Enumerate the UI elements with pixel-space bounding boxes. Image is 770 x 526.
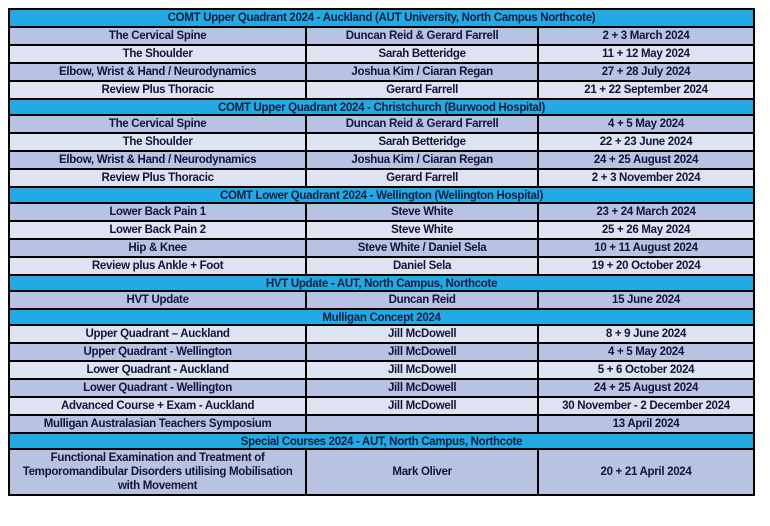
course-schedule-table: [8, 8, 755, 496]
table-row: [10, 238, 753, 256]
course-cell: Advanced Course + Exam - Auckland: [10, 398, 307, 414]
course-cell: Upper Quadrant – Auckland: [10, 326, 307, 342]
dates-cell: 13 April 2024: [612, 418, 680, 430]
section-header: Special Courses 2024 - AUT, North Campus, Northcote: [10, 432, 753, 448]
presenter-cell: Duncan Reid & Gerard Farrell: [307, 116, 539, 132]
presenter-cell: Steve White: [307, 204, 539, 220]
dates-cell: 5 + 6 October 2024: [597, 364, 695, 376]
schedule-section: [10, 10, 753, 98]
course-cell: Lower Back Pain 2: [10, 222, 307, 238]
presenter-cell: Daniel Sela: [307, 258, 539, 274]
presenter-cell: Mark Oliver: [307, 450, 539, 494]
table-row: [10, 396, 753, 414]
course-cell: The Shoulder: [10, 46, 307, 62]
course-cell: HVT Update: [10, 292, 307, 308]
dates-cell: 21 + 22 September 2024: [584, 84, 708, 96]
course-cell: Lower Quadrant - Wellington: [10, 380, 307, 396]
dates-cell: 4 + 5 May 2024: [607, 118, 684, 130]
course-cell: Lower Back Pain 1: [10, 204, 307, 220]
table-row: [10, 150, 753, 168]
course-cell: Elbow, Wrist & Hand / Neurodynamics: [10, 64, 307, 80]
dates-cell: 15 June 2024: [611, 294, 680, 306]
table-row: [10, 220, 753, 238]
table-row: [10, 26, 753, 44]
section-header: COMT Upper Quadrant 2024 - Auckland (AUT University, North Campus Northcote): [10, 10, 753, 26]
table-row: [10, 290, 753, 308]
dates-cell: 4 + 5 May 2024: [607, 346, 684, 358]
course-cell: Review Plus Thoracic: [10, 170, 307, 186]
course-cell: The Cervical Spine: [10, 116, 307, 132]
table-row: [10, 202, 753, 220]
dates-cell: 8 + 9 June 2024: [605, 328, 687, 340]
presenter-cell: Jill McDowell: [307, 326, 539, 342]
dates-cell: 2 + 3 November 2024: [591, 172, 701, 184]
schedule-section: [10, 274, 753, 308]
section-header: COMT Lower Quadrant 2024 - Wellington (Wellington Hospital): [10, 186, 753, 202]
dates-cell: 27 + 28 July 2024: [601, 66, 691, 78]
course-cell: The Shoulder: [10, 134, 307, 150]
presenter-cell: [307, 416, 539, 432]
dates-cell: 11 + 12 May 2024: [602, 48, 690, 60]
section-header: COMT Upper Quadrant 2024 - Christchurch (Burwood Hospital): [10, 98, 753, 114]
table-row: [10, 168, 753, 186]
table-row: [10, 414, 753, 432]
table-row: [10, 256, 753, 274]
dates-cell: 20 + 21 April 2024: [600, 466, 692, 478]
dates-cell: 19 + 20 October 2024: [591, 260, 701, 272]
course-cell: Functional Examination and Treatment of Temporomandibular Disorders utilising Mobilisation with Movement: [10, 450, 307, 494]
section-header: Mulligan Concept 2024: [10, 308, 753, 324]
schedule-section: [10, 308, 753, 432]
presenter-cell: Steve White / Daniel Sela: [307, 240, 539, 256]
presenter-cell: Duncan Reid & Gerard Farrell: [307, 28, 539, 44]
presenter-cell: Joshua Kim / Ciaran Regan: [307, 64, 539, 80]
presenter-cell: Sarah Betteridge: [307, 134, 539, 150]
presenter-cell: Steve White: [307, 222, 539, 238]
course-cell: Upper Quadrant - Wellington: [10, 344, 307, 360]
table-row: [10, 324, 753, 342]
dates-cell: 22 + 23 June 2024: [599, 136, 693, 148]
course-cell: Review plus Ankle + Foot: [10, 258, 307, 274]
table-row: [10, 132, 753, 150]
presenter-cell: Gerard Farrell: [307, 170, 539, 186]
course-cell: Hip & Knee: [10, 240, 307, 256]
course-cell: Review Plus Thoracic: [10, 82, 307, 98]
course-cell: Elbow, Wrist & Hand / Neurodynamics: [10, 152, 307, 168]
presenter-cell: Duncan Reid: [307, 292, 539, 308]
presenter-cell: Jill McDowell: [307, 398, 539, 414]
table-row: [10, 62, 753, 80]
dates-cell: 24 + 25 August 2024: [593, 154, 699, 166]
dates-cell: 2 + 3 March 2024: [602, 30, 690, 42]
table-row: [10, 378, 753, 396]
presenter-cell: Gerard Farrell: [307, 82, 539, 98]
schedule-section: [10, 186, 753, 274]
dates-cell: 24 + 25 August 2024: [593, 382, 699, 394]
table-row: [10, 44, 753, 62]
table-row: [10, 114, 753, 132]
table-row: [10, 448, 753, 494]
table-row: [10, 360, 753, 378]
presenter-cell: Joshua Kim / Ciaran Regan: [307, 152, 539, 168]
course-cell: The Cervical Spine: [10, 28, 307, 44]
course-cell: Mulligan Australasian Teachers Symposium: [10, 416, 307, 432]
presenter-cell: Sarah Betteridge: [307, 46, 539, 62]
dates-cell: 25 + 26 May 2024: [601, 224, 691, 236]
presenter-cell: Jill McDowell: [307, 380, 539, 396]
schedule-section: [10, 98, 753, 186]
course-cell: Lower Quadrant - Auckland: [10, 362, 307, 378]
table-row: [10, 342, 753, 360]
section-header: HVT Update - AUT, North Campus, Northcote: [10, 274, 753, 290]
dates-cell: 10 + 11 August 2024: [594, 242, 698, 254]
presenter-cell: Jill McDowell: [307, 362, 539, 378]
schedule-section: [10, 432, 753, 494]
table-row: [10, 80, 753, 98]
dates-cell: 23 + 24 March 2024: [596, 206, 696, 218]
presenter-cell: Jill McDowell: [307, 344, 539, 360]
dates-cell: 30 November - 2 December 2024: [562, 400, 730, 412]
